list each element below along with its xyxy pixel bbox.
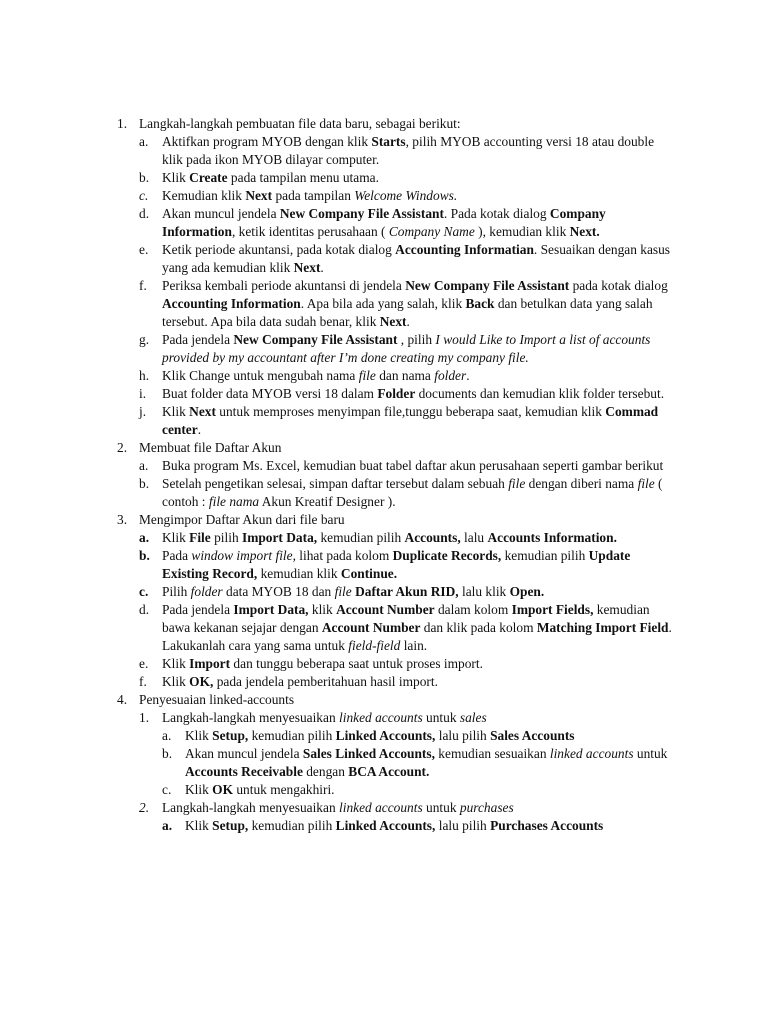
italic-text: sales [459, 710, 487, 725]
text-segment: Akun Kreatif Designer ). [259, 494, 396, 509]
list-marker: c. [139, 188, 149, 203]
text-segment: Klik [162, 404, 190, 419]
text-segment: Pada jendela [162, 332, 234, 347]
text-segment: Buka program Ms. Excel, kemudian buat tabel daftar akun perusahaan seperti gambar berikut [162, 458, 664, 473]
list-item-level-2 [0, 241, 674, 277]
text-segment: Langkah-langkah menyesuaikan [162, 800, 339, 815]
text-segment: kemudian bawa kekanan sejajar dengan [162, 602, 650, 635]
text-segment: Setelah pengetikan selesai, simpan daftar tersebut dalam sebuah [162, 476, 509, 491]
italic-text: I would Like to Import a list of accounts provided by my accountant after I’m done creating my company file. [162, 332, 651, 365]
bold-text: Import Data, [233, 602, 309, 617]
list-item-level-2 [0, 799, 674, 817]
text-segment: Pada jendela [162, 602, 234, 617]
italic-text: linked accounts [339, 710, 423, 725]
list-item-level-2 [0, 277, 674, 331]
bold-text: Next [245, 188, 273, 203]
list-marker: c. [162, 782, 172, 797]
list-marker: 3. [117, 512, 128, 527]
text-segment: dengan diberi nama [525, 476, 638, 491]
text-segment: lihat pada kolom [295, 548, 393, 563]
list-marker: b. [139, 548, 150, 563]
list-item-level-2 [0, 133, 674, 169]
text-segment: ( contoh : [162, 476, 663, 509]
text-segment: Akan muncul jendela [185, 746, 303, 761]
text-segment: pada tampilan menu utama. [227, 170, 379, 185]
text-segment: . [197, 422, 202, 437]
list-marker: 2. [117, 440, 128, 455]
italic-text: purchases [459, 800, 514, 815]
text-segment: . Sesuaikan dengan kasus yang ada kemudian klik [162, 242, 671, 275]
text-segment: untuk mengakhiri. [233, 782, 335, 797]
text-segment: lalu klik [458, 584, 510, 599]
text-segment: untuk [422, 710, 460, 725]
list-item-level-2 [0, 403, 674, 439]
list-item-level-2 [0, 601, 674, 655]
text-segment: Langkah-langkah pembuatan file data baru, sebagai berikut: [139, 116, 461, 131]
list-marker: c. [139, 584, 149, 599]
bold-text: Starts [371, 134, 406, 149]
text-segment: lalu pilih [435, 818, 491, 833]
list-item-level-2 [0, 655, 674, 673]
italic-text: file nama [208, 494, 260, 509]
bold-text: Account Number [336, 602, 435, 617]
text-segment: Buat folder data MYOB versi 18 dalam [162, 386, 378, 401]
list-item-level-2 [0, 385, 674, 403]
italic-text: folder [434, 368, 467, 383]
bold-text: Accounts Information. [487, 530, 617, 545]
bold-text: Company Information [162, 206, 606, 239]
bold-text: Setup, [212, 818, 249, 833]
text-segment: Kemudian klik [162, 188, 246, 203]
text-segment: . [320, 260, 324, 275]
list-item-level-3 [0, 745, 675, 781]
bold-text: Open. [509, 584, 545, 599]
bold-text: Sales Accounts [490, 728, 575, 743]
list-item-level-1 [0, 511, 674, 529]
bold-text: Next [189, 404, 216, 419]
text-segment: . [406, 314, 410, 329]
text-segment: kemudian pilih [317, 530, 405, 545]
text-segment: Klik [162, 170, 190, 185]
list-marker: e. [139, 242, 149, 257]
text-segment: lalu pilih [435, 728, 491, 743]
bold-text: Next [293, 260, 321, 275]
bold-text: New Company File Assistant [279, 206, 444, 221]
list-item-level-1 [0, 439, 674, 457]
text-segment: Klik [185, 818, 213, 833]
list-item-level-2 [0, 529, 674, 547]
list-marker: 1. [139, 710, 150, 725]
list-marker: a. [139, 458, 149, 473]
list-item-level-1 [0, 691, 674, 709]
text-segment: , ketik identitas perusahaan ( [231, 224, 389, 239]
list-marker: i. [139, 386, 147, 401]
list-marker: d. [139, 602, 150, 617]
list-item-level-3 [0, 781, 675, 799]
list-item-level-2 [0, 457, 674, 475]
text-segment: , pilih MYOB accounting versi 18 atau double klik pada ikon MYOB dilayar computer. [162, 134, 655, 167]
list-item-level-2 [0, 709, 674, 727]
text-segment: pada kotak dialog [569, 278, 668, 293]
list-marker: j. [139, 404, 147, 419]
bold-text: Back [465, 296, 495, 311]
bold-text: Next [379, 314, 407, 329]
list-marker: 1. [117, 116, 128, 131]
bold-text: OK [212, 782, 233, 797]
bold-text: Folder [377, 386, 416, 401]
text-segment: Aktifkan program MYOB dengan klik [162, 134, 372, 149]
bold-text: Linked Accounts, [335, 818, 436, 833]
list-item-level-2 [0, 673, 674, 691]
text-segment: dan nama [375, 368, 435, 383]
text-segment: Klik [162, 656, 190, 671]
text-segment: untuk memproses menyimpan file,tunggu beberapa saat, kemudian klik [215, 404, 606, 419]
bold-text: Account Number [321, 620, 421, 635]
text-segment: Pilih [162, 584, 191, 599]
list-marker: f. [139, 278, 147, 293]
bold-text: OK, [189, 674, 214, 689]
list-marker: a. [162, 728, 172, 743]
list-item-level-1 [0, 115, 674, 133]
bold-text: Update Existing Record, [162, 548, 631, 581]
bold-text: Setup, [212, 728, 249, 743]
list-item-level-2 [0, 205, 674, 241]
text-segment: Langkah-langkah menyesuaikan [162, 710, 339, 725]
bold-text: BCA Account. [348, 764, 430, 779]
bold-text: Continue. [340, 566, 398, 581]
list-marker: g. [139, 332, 150, 347]
list-marker: a. [139, 530, 150, 545]
text-segment: pilih [210, 530, 242, 545]
italic-text: field-field [348, 638, 401, 653]
bold-text: Commad center [162, 404, 659, 437]
list-item-level-2 [0, 475, 674, 511]
bold-text: Linked Accounts, [335, 728, 436, 743]
bold-text: Create [189, 170, 228, 185]
bold-text: Import [189, 656, 231, 671]
bold-text: Import Fields, [511, 602, 594, 617]
list-item-level-2 [0, 547, 674, 583]
text-segment: untuk [422, 800, 460, 815]
list-item-level-2 [0, 187, 674, 205]
text-segment: dan betulkan data yang salah tersebut. Apa bila data sudah benar, klik [162, 296, 653, 329]
text-segment: pada tampilan [272, 188, 355, 203]
text-segment: pada jendela pemberitahuan hasil import. [213, 674, 438, 689]
list-marker: 2. [139, 800, 150, 815]
list-marker: h. [139, 368, 150, 383]
text-segment: lalu [460, 530, 488, 545]
text-segment: dan tunggu beberapa saat untuk proses import. [230, 656, 483, 671]
italic-text: Welcome Windows. [354, 188, 458, 203]
text-segment: . Pada kotak dialog [443, 206, 550, 221]
text-segment: . Apa bila ada yang salah, klik [300, 296, 466, 311]
bold-text: Accounts Receivable [185, 764, 303, 779]
italic-text: file [508, 476, 526, 491]
list-marker: 4. [117, 692, 128, 707]
text-segment: Klik [162, 530, 190, 545]
bold-text: File [189, 530, 211, 545]
bold-text: Accounts, [404, 530, 461, 545]
bold-text: New Company File Assistant [233, 332, 398, 347]
list-item-level-3 [0, 817, 675, 835]
italic-text: file [334, 584, 352, 599]
text-segment: Periksa kembali periode akuntansi di jendela [162, 278, 406, 293]
italic-text: folder [190, 584, 223, 599]
bold-text: Matching Import Field [536, 620, 669, 635]
text-segment: Penyesuaian linked-accounts [139, 692, 295, 707]
text-segment: Mengimpor Daftar Akun dari file baru [139, 512, 345, 527]
list-marker: a. [139, 134, 149, 149]
text-segment: dan klik pada kolom [420, 620, 537, 635]
text-segment: klik [308, 602, 337, 617]
list-item-level-2 [0, 331, 674, 367]
list-marker: e. [139, 656, 149, 671]
italic-text: file [358, 368, 376, 383]
text-segment: documents dan kemudian klik folder tersebut. [415, 386, 665, 401]
bold-text: Daftar Akun RID, [355, 584, 459, 599]
italic-text: linked accounts [549, 746, 634, 761]
list-marker: f. [139, 674, 147, 689]
bold-text: Purchases Accounts [490, 818, 604, 833]
text-segment: Klik [162, 674, 190, 689]
list-marker: b. [162, 746, 173, 761]
text-segment: Pada [162, 548, 192, 563]
list-item-level-2 [0, 367, 674, 385]
text-segment: Akan muncul jendela [162, 206, 280, 221]
text-segment: kemudian pilih [248, 818, 336, 833]
text-segment: kemudian pilih [501, 548, 589, 563]
text-segment: untuk [633, 746, 668, 761]
text-segment: . Lakukanlah cara yang sama untuk [162, 620, 672, 653]
bold-text: Duplicate Records, [392, 548, 502, 563]
bold-text: Accounting Informatian [395, 242, 534, 257]
text-segment: Klik [185, 728, 213, 743]
text-segment: Klik Change untuk mengubah nama [162, 368, 359, 383]
text-segment: . [466, 368, 470, 383]
text-segment: kemudian sesuaikan [434, 746, 550, 761]
list-item-level-2 [0, 169, 674, 187]
list-marker: a. [162, 818, 173, 833]
list-item-level-3 [0, 727, 675, 745]
list-item-level-2 [0, 583, 674, 601]
list-marker: b. [139, 170, 150, 185]
italic-text: Company Name [388, 224, 475, 239]
text-segment: Membuat file Daftar Akun [139, 440, 282, 455]
italic-text: window import file, [191, 548, 296, 563]
text-segment: kemudian pilih [248, 728, 336, 743]
bold-text: Accounting Information [162, 296, 301, 311]
text-segment: dengan [302, 764, 349, 779]
text-segment: data MYOB 18 dan [222, 584, 335, 599]
text-segment: kemudian klik [257, 566, 341, 581]
instruction-list [0, 115, 768, 835]
italic-text: file [637, 476, 655, 491]
text-segment: dalam kolom [434, 602, 512, 617]
bold-text: Sales Linked Accounts, [302, 746, 435, 761]
text-segment: Ketik periode akuntansi, pada kotak dialog [162, 242, 396, 257]
bold-text: Next. [569, 224, 600, 239]
bold-text: New Company File Assistant [405, 278, 570, 293]
text-segment: ), kemudian klik [474, 224, 570, 239]
bold-text: Import Data, [241, 530, 318, 545]
list-marker: d. [139, 206, 150, 221]
text-segment: Klik [185, 782, 213, 797]
list-marker: b. [139, 476, 150, 491]
text-segment: lain. [400, 638, 428, 653]
text-segment: , pilih [397, 332, 436, 347]
italic-text: linked accounts [339, 800, 423, 815]
